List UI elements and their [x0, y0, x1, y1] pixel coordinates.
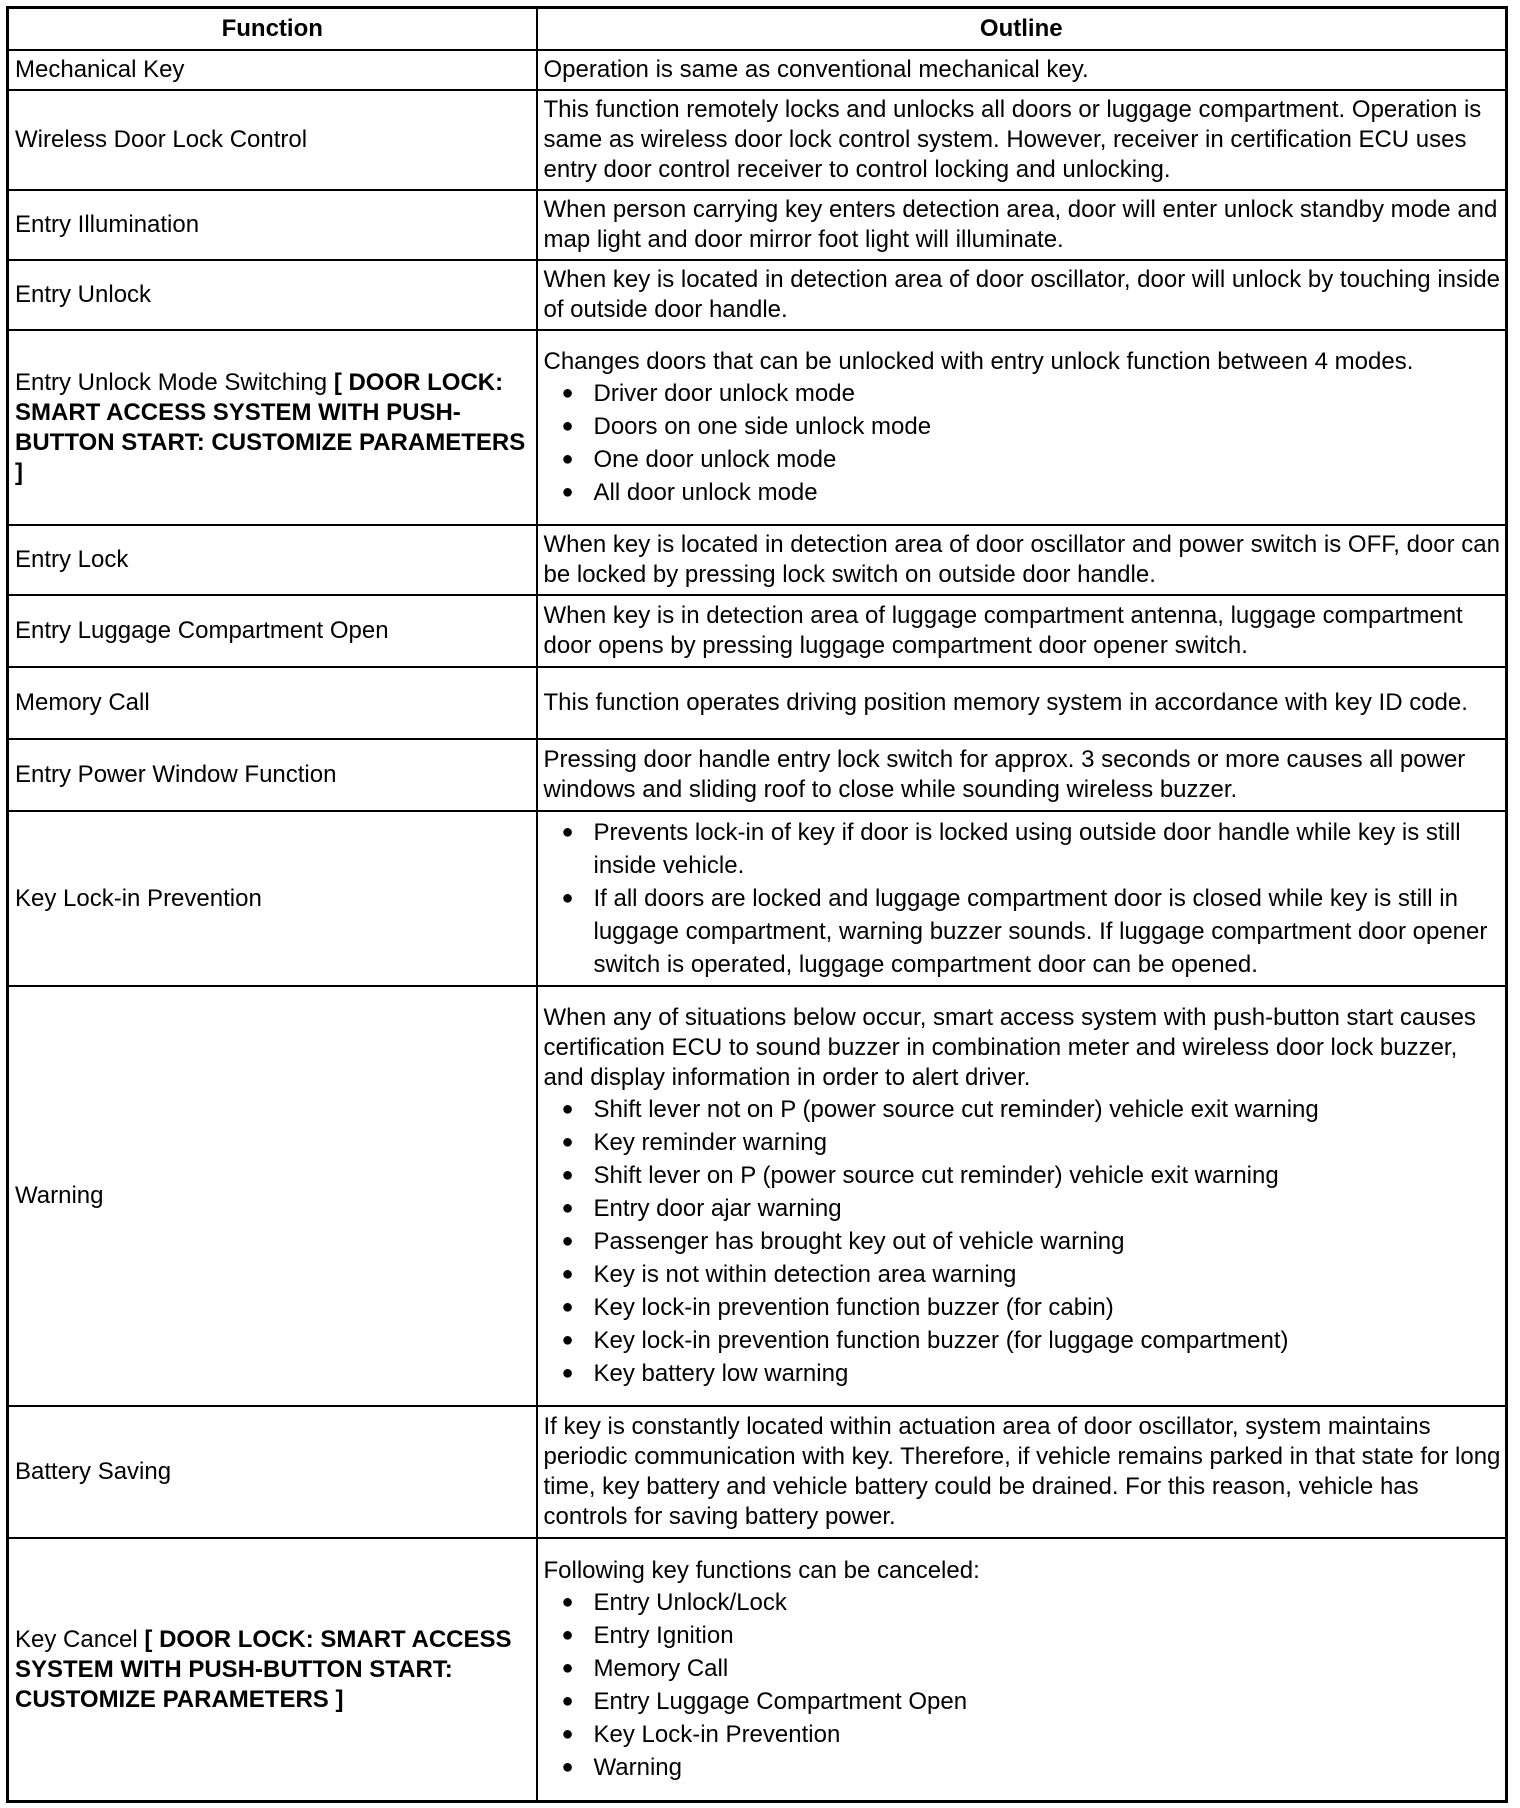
outline-cell: Operation is same as conventional mechanical key.	[537, 50, 1507, 90]
bullet-list	[544, 377, 1502, 509]
outline-cell	[537, 1538, 1507, 1802]
list-item: ● Warning	[544, 1751, 1502, 1784]
table-row	[8, 190, 1507, 260]
list-item: ● Key lock-in prevention function buzzer (for luggage compartment)	[544, 1324, 1502, 1357]
table-row	[8, 1538, 1507, 1802]
function-cell	[8, 1538, 537, 1802]
outline-cell: Pressing door handle entry lock switch for approx. 3 seconds or more causes all power windows and sliding roof to close while sounding wireless buzzer.	[537, 739, 1507, 811]
bullet-list	[544, 1586, 1502, 1784]
list-item: ● Key battery low warning	[544, 1357, 1502, 1390]
function-cell: Entry Illumination	[8, 190, 537, 260]
table-row	[8, 595, 1507, 667]
function-cell: Warning	[8, 986, 537, 1406]
outline-text: When any of situations below occur, smart access system with push-button start causes certification ECU to sound buzzer in combination meter and wireless door lock buzzer, and display information in order to alert driver.	[543, 1003, 1476, 1091]
list-item: ● Entry Unlock/Lock	[544, 1586, 1502, 1619]
list-item: ● Key reminder warning	[544, 1126, 1502, 1159]
outline-cell: When key is located in detection area of door oscillator, door will unlock by touching inside of outside door handle.	[537, 260, 1507, 330]
table-row	[8, 330, 1507, 525]
table-row	[8, 50, 1507, 90]
list-item: ● Passenger has brought key out of vehicle warning	[544, 1225, 1502, 1258]
outline-header: Outline	[537, 8, 1507, 51]
outline-cell: When person carrying key enters detection area, door will enter unlock standby mode and map light and door mirror foot light will illuminate.	[537, 190, 1507, 260]
function-cell	[8, 330, 537, 525]
outline-text: Changes doors that can be unlocked with entry unlock function between 4 modes.	[543, 347, 1414, 375]
function-header: Function	[8, 8, 537, 51]
customize-parameters-link[interactable]: [ DOOR LOCK: SMART ACCESS SYSTEM WITH PUSH-BUTTON START: CUSTOMIZE PARAMETERS ]	[15, 1625, 512, 1713]
function-cell: Battery Saving	[8, 1406, 537, 1538]
list-item: ● Shift lever not on P (power source cut reminder) vehicle exit warning	[544, 1093, 1502, 1126]
function-cell: Memory Call	[8, 667, 537, 739]
list-item: ● Driver door unlock mode	[544, 377, 1502, 410]
function-cell: Entry Unlock	[8, 260, 537, 330]
list-item: ● Memory Call	[544, 1652, 1502, 1685]
outline-text: Following key functions can be canceled:	[543, 1556, 980, 1584]
list-item: ● Key Lock-in Prevention	[544, 1718, 1502, 1751]
outline-cell	[537, 986, 1507, 1406]
outline-cell: This function operates driving position memory system in accordance with key ID code.	[537, 667, 1507, 739]
table-row	[8, 739, 1507, 811]
list-item: ● Entry Luggage Compartment Open	[544, 1685, 1502, 1718]
list-item: ● One door unlock mode	[544, 443, 1502, 476]
list-item: ● Entry door ajar warning	[544, 1192, 1502, 1225]
function-cell: Entry Power Window Function	[8, 739, 537, 811]
table-row	[8, 667, 1507, 739]
function-cell: Mechanical Key	[8, 50, 537, 90]
table-row	[8, 1406, 1507, 1538]
function-name: Key Cancel	[15, 1625, 138, 1653]
function-cell: Wireless Door Lock Control	[8, 90, 537, 190]
table-row	[8, 90, 1507, 190]
list-item: ● Key lock-in prevention function buzzer (for cabin)	[544, 1291, 1502, 1324]
customize-parameters-link[interactable]: [ DOOR LOCK: SMART ACCESS SYSTEM WITH PUSH-BUTTON START: CUSTOMIZE PARAMETERS ]	[15, 368, 526, 486]
table-row	[8, 260, 1507, 330]
list-item: ● Prevents lock-in of key if door is locked using outside door handle while key is still inside vehicle.	[544, 816, 1502, 882]
bullet-list	[544, 816, 1502, 981]
table-row	[8, 525, 1507, 595]
table-row	[8, 811, 1507, 986]
function-cell: Entry Lock	[8, 525, 537, 595]
outline-cell	[537, 330, 1507, 525]
function-cell: Key Lock-in Prevention	[8, 811, 537, 986]
list-item: ● All door unlock mode	[544, 476, 1502, 509]
outline-cell: When key is in detection area of luggage compartment antenna, luggage compartment door opens by pressing luggage compartment door opener switch.	[537, 595, 1507, 667]
function-name: Entry Unlock Mode Switching	[15, 368, 328, 396]
list-item: ● Key is not within detection area warning	[544, 1258, 1502, 1291]
outline-cell: If key is constantly located within actuation area of door oscillator, system maintains periodic communication with key. Therefore, if vehicle remains parked in that state for long time, key battery and vehicle battery could be drained. For this reason, vehicle has controls for saving battery power.	[537, 1406, 1507, 1538]
header-row	[8, 8, 1507, 51]
bullet-list	[544, 1093, 1502, 1390]
outline-cell: When key is located in detection area of door oscillator and power switch is OFF, door can be locked by pressing lock switch on outside door handle.	[537, 525, 1507, 595]
function-outline-table	[6, 6, 1508, 1803]
outline-cell	[537, 811, 1507, 986]
outline-cell: This function remotely locks and unlocks all doors or luggage compartment. Operation is same as wireless door lock control system. However, receiver in certification ECU uses entry door control receiver to control locking and unlocking.	[537, 90, 1507, 190]
list-item: ● Doors on one side unlock mode	[544, 410, 1502, 443]
function-cell: Entry Luggage Compartment Open	[8, 595, 537, 667]
list-item: ● Shift lever on P (power source cut reminder) vehicle exit warning	[544, 1159, 1502, 1192]
list-item: ● Entry Ignition	[544, 1619, 1502, 1652]
list-item: ● If all doors are locked and luggage compartment door is closed while key is still in luggage compartment, warning buzzer sounds. If luggage compartment door opener switch is operated, luggage compartment door can be opened.	[544, 882, 1502, 981]
table-row	[8, 986, 1507, 1406]
